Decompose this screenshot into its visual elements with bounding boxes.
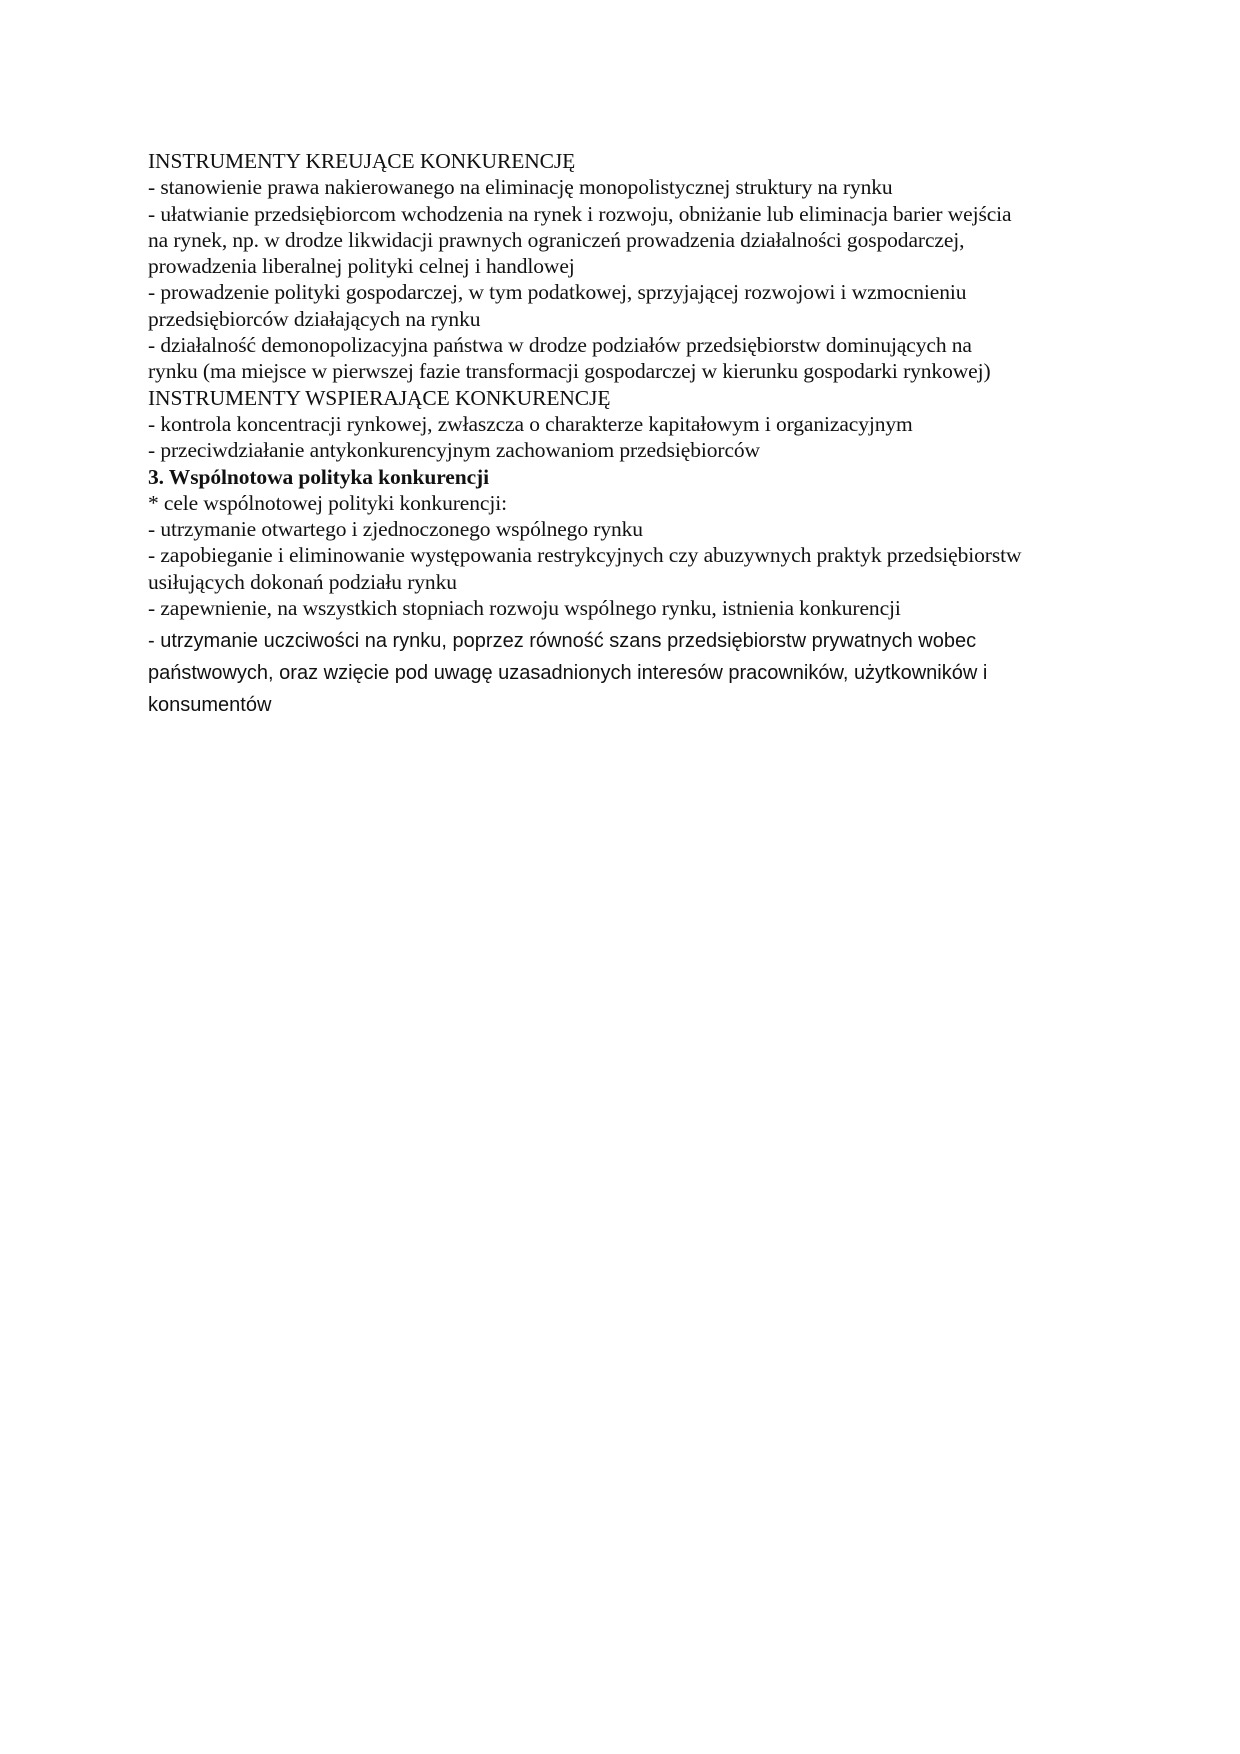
list-item: - utrzymanie uczciwości na rynku, poprzez równość szans przedsiębiorstw prywatnych wobec bbox=[148, 630, 977, 653]
section-heading-wspolnotowa: 3. Wspólnotowa polityka konkurencji bbox=[148, 464, 489, 489]
list-item-continuation: prowadzenia liberalnej polityki celnej i handlowej bbox=[148, 254, 575, 279]
section-heading-wspierajace: INSTRUMENTY WSPIERAJĄCE KONKURENCJĘ bbox=[148, 385, 611, 410]
list-item-continuation: usiłujących dokonań podziału rynku bbox=[148, 569, 457, 594]
list-item-continuation: przedsiębiorców działających na rynku bbox=[148, 306, 481, 331]
list-item: - prowadzenie polityki gospodarczej, w tym podatkowej, sprzyjającej rozwojowi i wzmocnieniu bbox=[148, 280, 967, 305]
list-item: - zapewnienie, na wszystkich stopniach rozwoju wspólnego rynku, istnienia konkurencji bbox=[148, 596, 901, 621]
list-item: - ułatwianie przedsiębiorcom wchodzenia na rynek i rozwoju, obniżanie lub eliminacja barier wejścia bbox=[148, 201, 1012, 226]
list-item: - zapobieganie i eliminowanie występowania restrykcyjnych czy abuzywnych praktyk przedsiębiorstw bbox=[148, 543, 1022, 568]
document-body bbox=[148, 148, 1108, 721]
list-item-continuation: na rynek, np. w drodze likwidacji prawnych ograniczeń prowadzenia działalności gospodarczej, bbox=[148, 227, 965, 252]
list-item: - stanowienie prawa nakierowanego na eliminację monopolistycznej struktury na rynku bbox=[148, 175, 893, 200]
list-item: - utrzymanie otwartego i zjednoczonego wspólnego rynku bbox=[148, 517, 643, 542]
list-item-continuation: państwowych, oraz wzięcie pod uwagę uzasadnionych interesów pracowników, użytkowników i bbox=[148, 662, 988, 685]
final-paragraph bbox=[148, 625, 1108, 721]
list-item-continuation: konsumentów bbox=[148, 694, 272, 717]
list-item: - działalność demonopolizacyjna państwa w drodze podziałów przedsiębiorstw dominujących na bbox=[148, 333, 972, 358]
list-item-continuation: rynku (ma miejsce w pierwszej fazie transformacji gospodarczej w kierunku gospodarki rynkowej) bbox=[148, 359, 991, 384]
list-item: - przeciwdziałanie antykonkurencyjnym zachowaniom przedsiębiorców bbox=[148, 438, 760, 463]
section-heading-kreujace: INSTRUMENTY KREUJĄCE KONKURENCJĘ bbox=[148, 149, 576, 173]
list-item: - kontrola koncentracji rynkowej, zwłaszcza o charakterze kapitałowym i organizacyjnym bbox=[148, 411, 913, 436]
subheading-cele: * cele wspólnotowej polityki konkurencji: bbox=[148, 490, 507, 515]
